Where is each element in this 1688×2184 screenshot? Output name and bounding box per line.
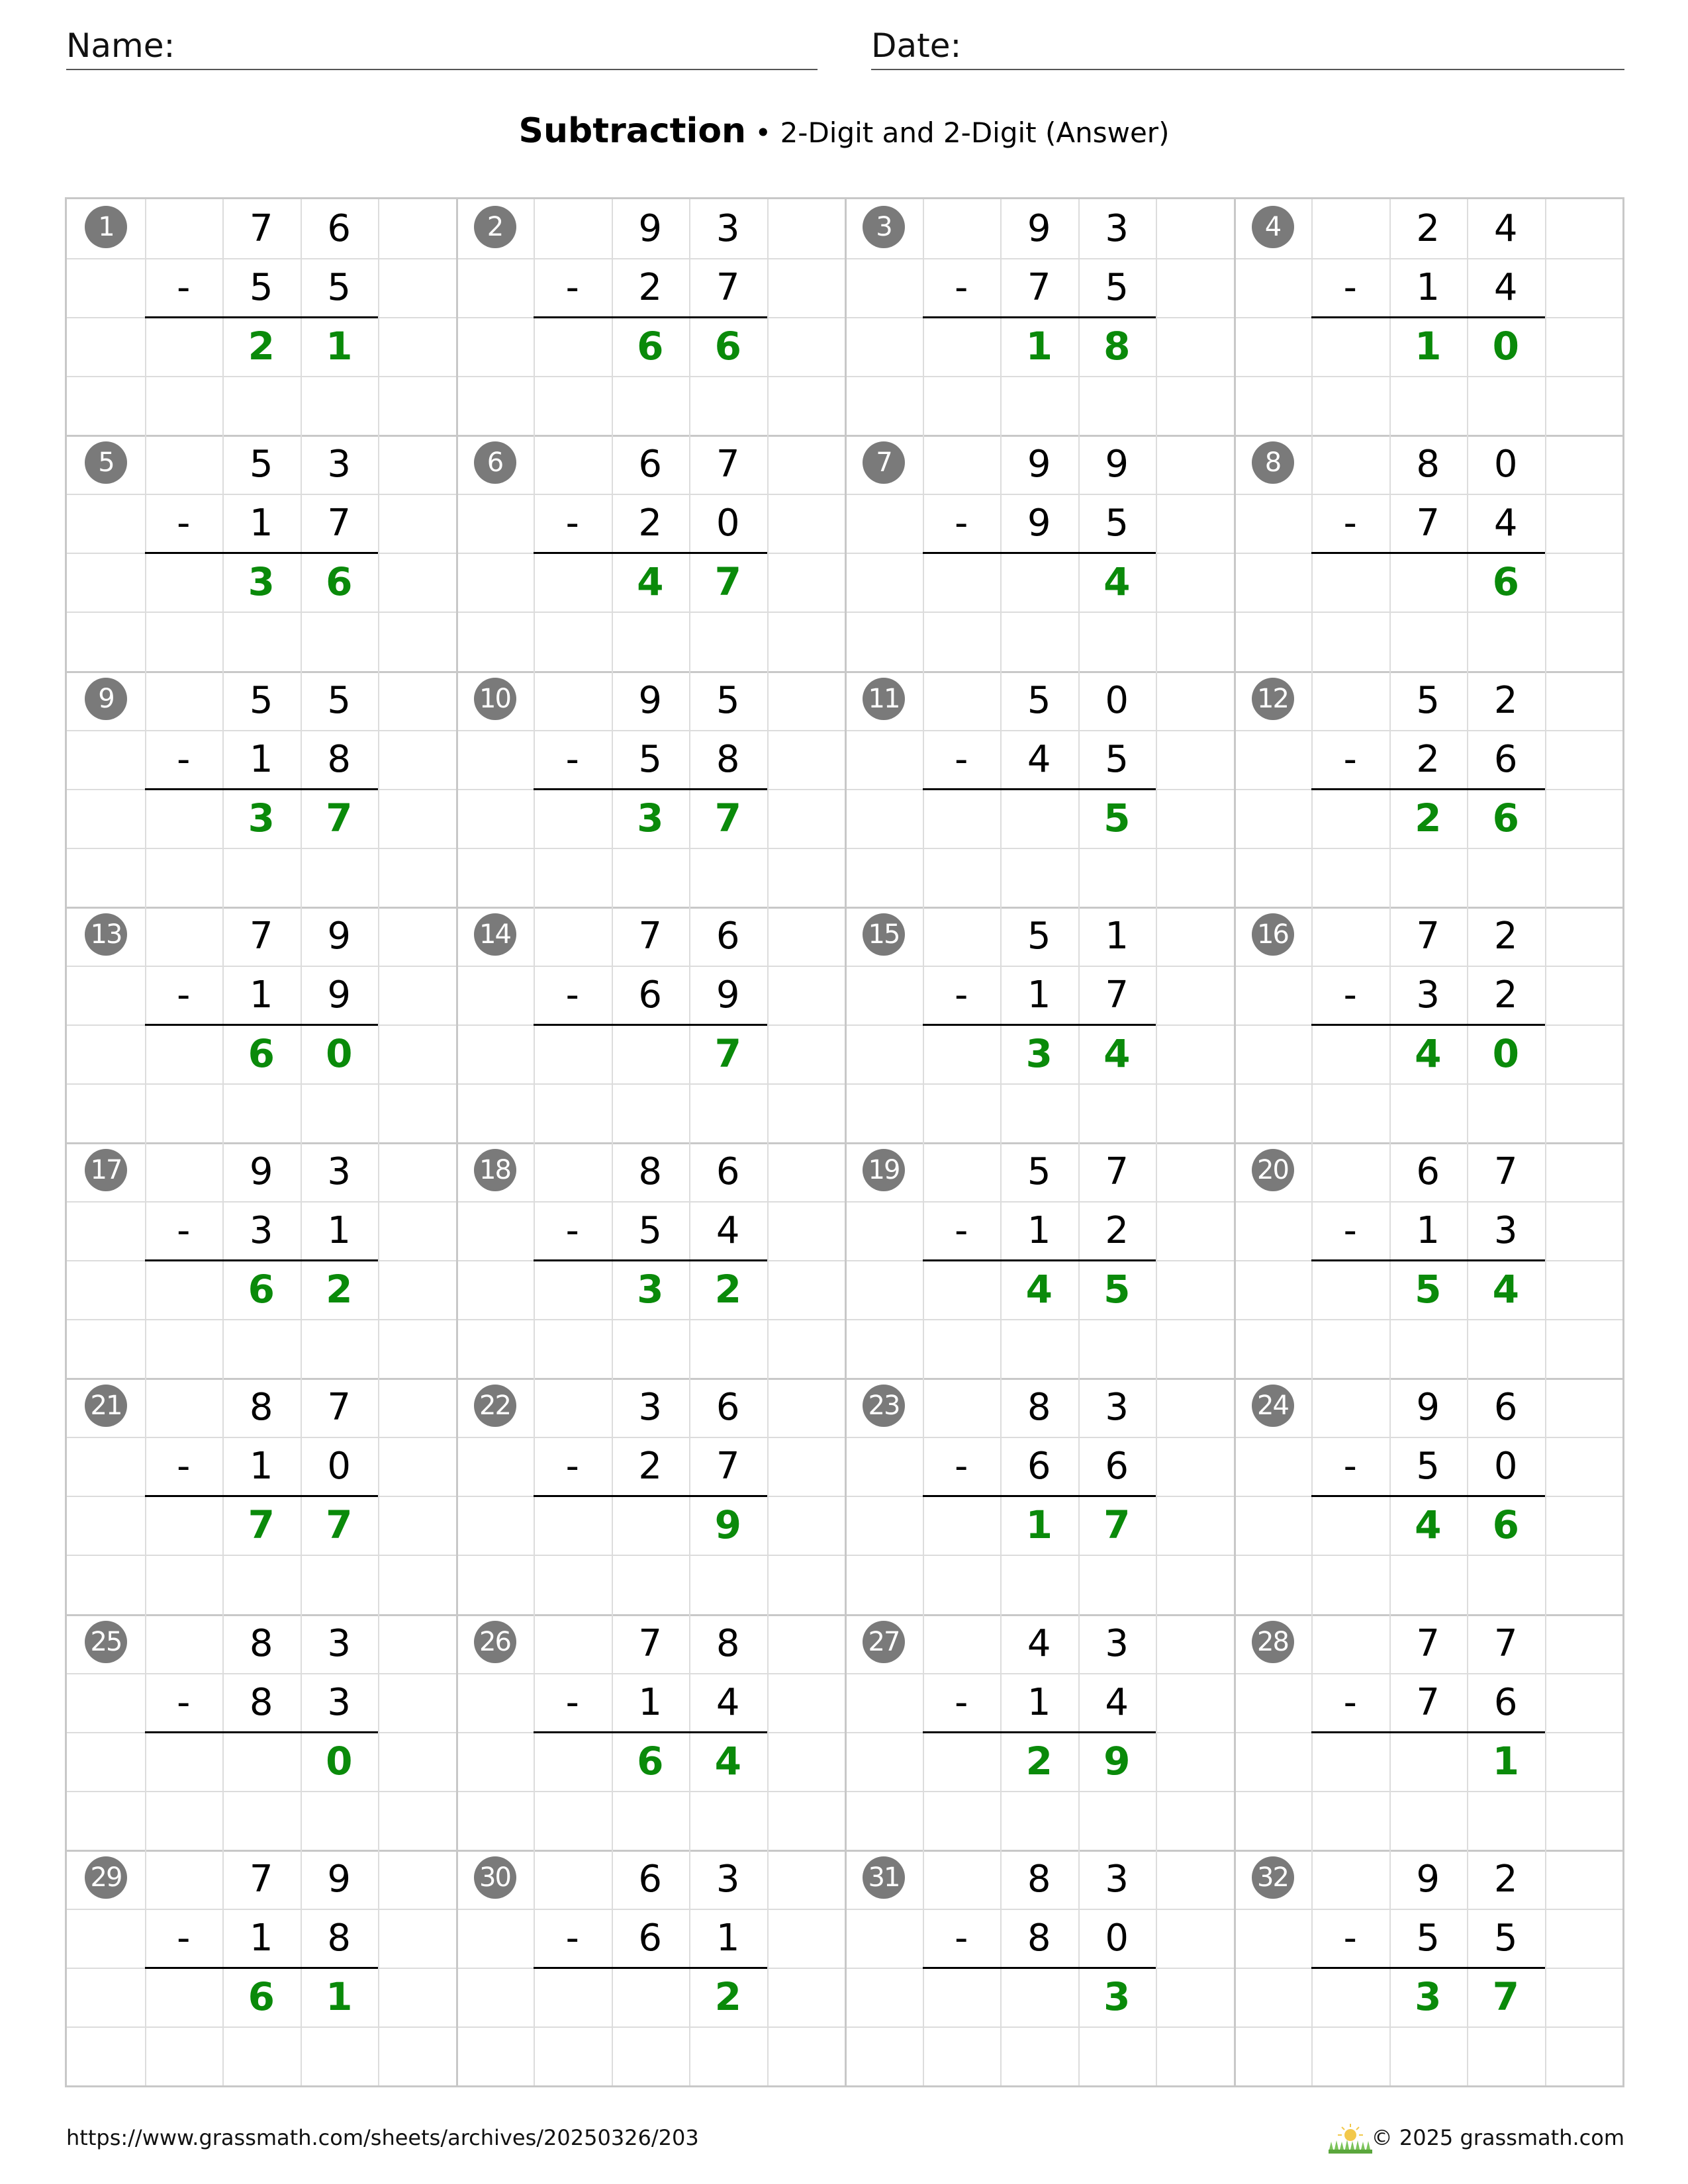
minuend-tens-digit: 8	[1416, 443, 1440, 486]
subtrahend-tens-digit: 6	[638, 973, 663, 1017]
answer-ones-digit: 7	[714, 1030, 741, 1076]
problem-32	[1234, 1850, 1623, 2085]
minus-sign: -	[177, 1916, 191, 1960]
answer-ones-digit: 7	[714, 559, 741, 605]
minuend-tens-digit: 8	[1027, 1857, 1051, 1901]
title-subtitle: 2-Digit and 2-Digit (Answer)	[780, 116, 1170, 149]
subtrahend-ones-digit: 2	[1105, 1209, 1129, 1253]
minuend-ones-digit: 2	[1493, 914, 1518, 958]
minuend-tens-digit: 7	[249, 207, 273, 250]
problem-9	[67, 671, 456, 907]
answer-tens-digit: 6	[248, 1267, 275, 1312]
answer-ones-digit: 2	[326, 1267, 353, 1312]
subtrahend-ones-digit: 3	[1493, 1209, 1518, 1253]
answer-ones-digit: 2	[714, 1267, 741, 1312]
minuend-tens-digit: 3	[638, 1386, 663, 1430]
answer-ones-digit: 0	[1492, 324, 1519, 369]
subtrahend-tens-digit: 4	[1027, 737, 1051, 781]
problem-number-badge: 13	[85, 913, 127, 956]
answer-ones-digit: 1	[1492, 1738, 1519, 1784]
minus-sign: -	[955, 502, 968, 545]
answer-tens-digit: 1	[1025, 1502, 1053, 1548]
minuend-ones-digit: 7	[716, 443, 740, 486]
minus-sign: -	[1343, 502, 1357, 545]
footer-copyright: © 2025 grassmath.com	[1371, 2125, 1624, 2150]
subtrahend-ones-digit: 6	[1493, 737, 1518, 781]
minuend-tens-digit: 9	[638, 207, 663, 250]
problem-number-badge: 12	[1252, 678, 1294, 720]
problem-16	[1234, 907, 1623, 1142]
problem-number-badge: 1	[85, 206, 127, 248]
subtrahend-ones-digit: 7	[716, 1445, 740, 1488]
answer-tens-digit: 2	[248, 324, 275, 369]
answer-tens-digit: 3	[1415, 1974, 1442, 2019]
minuend-ones-digit: 9	[1105, 443, 1129, 486]
problem-number-badge: 27	[863, 1621, 905, 1663]
minus-sign: -	[177, 973, 191, 1017]
answer-ones-digit: 6	[326, 559, 353, 605]
minuend-ones-digit: 3	[327, 1150, 352, 1193]
answer-tens-digit: 2	[1415, 795, 1442, 841]
answer-ones-digit: 6	[1492, 1502, 1519, 1548]
answer-tens-digit: 2	[1025, 1738, 1053, 1784]
problem-18	[456, 1142, 845, 1378]
problem-5	[67, 435, 456, 670]
subtrahend-ones-digit: 0	[1105, 1916, 1129, 1960]
problem-number-badge: 4	[1252, 206, 1294, 248]
grass-sun-logo-icon	[1327, 2122, 1374, 2154]
minuend-tens-digit: 2	[1416, 207, 1440, 250]
subtrahend-tens-digit: 1	[249, 737, 273, 781]
subtrahend-tens-digit: 9	[1027, 502, 1051, 545]
subtrahend-ones-digit: 0	[1493, 1445, 1518, 1488]
subtrahend-tens-digit: 2	[638, 1445, 663, 1488]
problem-25	[67, 1614, 456, 1850]
subtrahend-tens-digit: 5	[1416, 1916, 1440, 1960]
answer-tens-digit: 6	[637, 1738, 664, 1784]
answer-tens-digit: 4	[1025, 1267, 1053, 1312]
minus-sign: -	[565, 266, 579, 310]
minus-sign: -	[1343, 266, 1357, 310]
problem-29	[67, 1850, 456, 2085]
subtrahend-tens-digit: 1	[1027, 1680, 1051, 1724]
minuend-tens-digit: 9	[1027, 443, 1051, 486]
subtrahend-ones-digit: 4	[716, 1680, 740, 1724]
problem-1	[67, 199, 456, 435]
subtrahend-tens-digit: 5	[1416, 1445, 1440, 1488]
problem-22	[456, 1378, 845, 1614]
minuend-ones-digit: 3	[716, 1857, 740, 1901]
answer-tens-digit: 4	[1415, 1030, 1442, 1076]
minus-sign: -	[1343, 1916, 1357, 1960]
answer-ones-digit: 0	[326, 1738, 353, 1784]
problem-number-badge: 16	[1252, 913, 1294, 956]
minus-sign: -	[177, 1445, 191, 1488]
title-separator: •	[746, 116, 780, 149]
minus-sign: -	[177, 1209, 191, 1253]
subtrahend-tens-digit: 2	[638, 502, 663, 545]
subtrahend-tens-digit: 6	[1027, 1445, 1051, 1488]
subtrahend-tens-digit: 1	[249, 1445, 273, 1488]
subtrahend-ones-digit: 1	[716, 1916, 740, 1960]
subtrahend-ones-digit: 3	[327, 1680, 352, 1724]
minuend-tens-digit: 8	[249, 1621, 273, 1665]
subtrahend-ones-digit: 1	[327, 1209, 352, 1253]
minuend-ones-digit: 6	[716, 1386, 740, 1430]
minuend-tens-digit: 8	[249, 1386, 273, 1430]
subtrahend-ones-digit: 7	[327, 502, 352, 545]
subtrahend-ones-digit: 6	[1105, 1445, 1129, 1488]
minus-sign: -	[565, 973, 579, 1017]
problem-number-badge: 3	[863, 206, 905, 248]
subtrahend-tens-digit: 3	[1416, 973, 1440, 1017]
subtrahend-ones-digit: 9	[716, 973, 740, 1017]
problem-number-badge: 8	[1252, 441, 1294, 484]
problem-number-badge: 14	[474, 913, 516, 956]
answer-ones-digit: 7	[714, 795, 741, 841]
answer-tens-digit: 7	[248, 1502, 275, 1548]
minuend-ones-digit: 2	[1493, 678, 1518, 722]
name-label: Name:	[66, 26, 175, 65]
minus-sign: -	[177, 1680, 191, 1724]
problem-number-badge: 5	[85, 441, 127, 484]
minuend-ones-digit: 9	[327, 914, 352, 958]
minus-sign: -	[955, 1680, 968, 1724]
minus-sign: -	[177, 737, 191, 781]
minuend-tens-digit: 6	[1416, 1150, 1440, 1193]
worksheet-grid	[65, 197, 1624, 2087]
problem-8	[1234, 435, 1623, 670]
subtrahend-ones-digit: 8	[327, 1916, 352, 1960]
problem-27	[845, 1614, 1234, 1850]
minuend-ones-digit: 9	[327, 1857, 352, 1901]
answer-tens-digit: 1	[1025, 324, 1053, 369]
answer-tens-digit: 3	[637, 795, 664, 841]
problem-number-badge: 24	[1252, 1385, 1294, 1427]
minuend-ones-digit: 3	[1105, 1621, 1129, 1665]
problem-number-badge: 28	[1252, 1621, 1294, 1663]
answer-ones-digit: 5	[1103, 795, 1131, 841]
subtrahend-ones-digit: 0	[716, 502, 740, 545]
answer-ones-digit: 4	[1492, 1267, 1519, 1312]
problem-number-badge: 10	[474, 678, 516, 720]
footer-url[interactable]: https://www.grassmath.com/sheets/archives/20250326/203	[66, 2125, 699, 2150]
minus-sign: -	[1343, 1445, 1357, 1488]
subtrahend-tens-digit: 1	[638, 1680, 663, 1724]
subtrahend-tens-digit: 6	[638, 1916, 663, 1960]
minuend-ones-digit: 3	[1105, 1857, 1129, 1901]
minuend-ones-digit: 2	[1493, 1857, 1518, 1901]
minuend-ones-digit: 7	[327, 1386, 352, 1430]
problem-31	[845, 1850, 1234, 2085]
problem-15	[845, 907, 1234, 1142]
answer-ones-digit: 4	[1103, 1030, 1131, 1076]
minus-sign: -	[1343, 737, 1357, 781]
minuend-ones-digit: 6	[716, 914, 740, 958]
answer-tens-digit: 6	[248, 1030, 275, 1076]
subtrahend-ones-digit: 4	[1493, 266, 1518, 310]
subtrahend-ones-digit: 7	[1105, 973, 1129, 1017]
minuend-ones-digit: 6	[1493, 1386, 1518, 1430]
minuend-tens-digit: 8	[638, 1150, 663, 1193]
answer-ones-digit: 6	[1492, 559, 1519, 605]
answer-ones-digit: 2	[714, 1974, 741, 2019]
problem-13	[67, 907, 456, 1142]
answer-ones-digit: 4	[714, 1738, 741, 1784]
minuend-ones-digit: 4	[1493, 207, 1518, 250]
answer-tens-digit: 5	[1415, 1267, 1442, 1312]
minus-sign: -	[955, 737, 968, 781]
minuend-tens-digit: 5	[1027, 914, 1051, 958]
problem-28	[1234, 1614, 1623, 1850]
answer-tens-digit: 6	[248, 1974, 275, 2019]
minuend-tens-digit: 7	[638, 1621, 663, 1665]
subtrahend-tens-digit: 7	[1416, 1680, 1440, 1724]
answer-ones-digit: 7	[1103, 1502, 1131, 1548]
problem-number-badge: 21	[85, 1385, 127, 1427]
minus-sign: -	[565, 1680, 579, 1724]
answer-tens-digit: 3	[248, 559, 275, 605]
subtrahend-ones-digit: 4	[716, 1209, 740, 1253]
answer-ones-digit: 1	[326, 324, 353, 369]
minuend-tens-digit: 9	[1027, 207, 1051, 250]
answer-ones-digit: 1	[326, 1974, 353, 2019]
subtrahend-tens-digit: 5	[638, 1209, 663, 1253]
problem-23	[845, 1378, 1234, 1614]
problem-number-badge: 15	[863, 913, 905, 956]
subtrahend-tens-digit: 8	[1027, 1916, 1051, 1960]
minuend-tens-digit: 5	[249, 443, 273, 486]
answer-ones-digit: 7	[326, 1502, 353, 1548]
problem-10	[456, 671, 845, 907]
subtrahend-tens-digit: 1	[249, 973, 273, 1017]
answer-tens-digit: 1	[1415, 324, 1442, 369]
minuend-ones-digit: 7	[1493, 1621, 1518, 1665]
subtrahend-tens-digit: 2	[638, 266, 663, 310]
answer-ones-digit: 3	[1103, 1974, 1131, 2019]
minus-sign: -	[565, 737, 579, 781]
minus-sign: -	[955, 266, 968, 310]
minus-sign: -	[177, 502, 191, 545]
minuend-ones-digit: 6	[327, 207, 352, 250]
answer-tens-digit: 6	[637, 324, 664, 369]
minuend-ones-digit: 0	[1105, 678, 1129, 722]
subtrahend-ones-digit: 8	[327, 737, 352, 781]
subtrahend-ones-digit: 8	[716, 737, 740, 781]
subtrahend-tens-digit: 1	[249, 502, 273, 545]
minuend-tens-digit: 9	[638, 678, 663, 722]
problem-14	[456, 907, 845, 1142]
minuend-tens-digit: 6	[638, 1857, 663, 1901]
minuend-ones-digit: 0	[1493, 443, 1518, 486]
subtrahend-tens-digit: 8	[249, 1680, 273, 1724]
minuend-ones-digit: 7	[1493, 1150, 1518, 1193]
subtrahend-ones-digit: 6	[1493, 1680, 1518, 1724]
problem-number-badge: 2	[474, 206, 516, 248]
subtrahend-ones-digit: 4	[1493, 502, 1518, 545]
subtrahend-tens-digit: 1	[1027, 1209, 1051, 1253]
subtrahend-ones-digit: 5	[1105, 502, 1129, 545]
minuend-ones-digit: 1	[1105, 914, 1129, 958]
date-label: Date:	[871, 26, 962, 65]
subtrahend-tens-digit: 2	[1416, 737, 1440, 781]
answer-ones-digit: 9	[1103, 1738, 1131, 1784]
problem-number-badge: 29	[85, 1856, 127, 1899]
worksheet-title	[0, 105, 1688, 159]
minuend-tens-digit: 9	[1416, 1386, 1440, 1430]
subtrahend-ones-digit: 7	[716, 266, 740, 310]
subtrahend-tens-digit: 5	[249, 266, 273, 310]
subtrahend-ones-digit: 5	[1105, 737, 1129, 781]
minus-sign: -	[1343, 1680, 1357, 1724]
problem-number-badge: 11	[863, 678, 905, 720]
problem-26	[456, 1614, 845, 1850]
minuend-tens-digit: 9	[1416, 1857, 1440, 1901]
problem-11	[845, 671, 1234, 907]
problem-2	[456, 199, 845, 435]
minuend-tens-digit: 8	[1027, 1386, 1051, 1430]
title-main: Subtraction	[518, 111, 747, 151]
problem-30	[456, 1850, 845, 2085]
subtrahend-ones-digit: 2	[1493, 973, 1518, 1017]
name-field[interactable]	[66, 23, 818, 70]
minus-sign: -	[1343, 973, 1357, 1017]
minuend-tens-digit: 5	[249, 678, 273, 722]
minus-sign: -	[955, 973, 968, 1017]
problem-number-badge: 32	[1252, 1856, 1294, 1899]
problem-20	[1234, 1142, 1623, 1378]
answer-ones-digit: 6	[714, 324, 741, 369]
problem-number-badge: 6	[474, 441, 516, 484]
subtrahend-ones-digit: 5	[1493, 1916, 1518, 1960]
minuend-ones-digit: 3	[327, 1621, 352, 1665]
minuend-tens-digit: 7	[638, 914, 663, 958]
minuend-ones-digit: 7	[1105, 1150, 1129, 1193]
problem-number-badge: 17	[85, 1149, 127, 1191]
minuend-ones-digit: 3	[716, 207, 740, 250]
problem-number-badge: 20	[1252, 1149, 1294, 1191]
answer-tens-digit: 3	[248, 795, 275, 841]
problem-number-badge: 23	[863, 1385, 905, 1427]
problem-7	[845, 435, 1234, 670]
answer-ones-digit: 0	[326, 1030, 353, 1076]
subtrahend-tens-digit: 1	[249, 1916, 273, 1960]
minuend-ones-digit: 5	[327, 678, 352, 722]
subtrahend-ones-digit: 5	[327, 266, 352, 310]
problem-number-badge: 30	[474, 1856, 516, 1899]
problem-number-badge: 9	[85, 678, 127, 720]
minuend-tens-digit: 7	[249, 914, 273, 958]
answer-ones-digit: 9	[714, 1502, 741, 1548]
minus-sign: -	[1343, 1209, 1357, 1253]
answer-ones-digit: 5	[1103, 1267, 1131, 1312]
problem-number-badge: 7	[863, 441, 905, 484]
answer-ones-digit: 8	[1103, 324, 1131, 369]
subtrahend-tens-digit: 5	[638, 737, 663, 781]
problem-12	[1234, 671, 1623, 907]
date-field[interactable]	[871, 23, 1624, 70]
problem-4	[1234, 199, 1623, 435]
subtrahend-ones-digit: 0	[327, 1445, 352, 1488]
answer-ones-digit: 0	[1492, 1030, 1519, 1076]
minus-sign: -	[565, 502, 579, 545]
answer-ones-digit: 4	[1103, 559, 1131, 605]
minuend-tens-digit: 5	[1027, 678, 1051, 722]
minuend-tens-digit: 7	[1416, 1621, 1440, 1665]
answer-tens-digit: 4	[1415, 1502, 1442, 1548]
answer-tens-digit: 3	[1025, 1030, 1053, 1076]
subtrahend-tens-digit: 7	[1027, 266, 1051, 310]
problem-number-badge: 19	[863, 1149, 905, 1191]
minus-sign: -	[955, 1916, 968, 1960]
problem-number-badge: 31	[863, 1856, 905, 1899]
problem-19	[845, 1142, 1234, 1378]
minuend-tens-digit: 4	[1027, 1621, 1051, 1665]
minuend-tens-digit: 5	[1027, 1150, 1051, 1193]
minus-sign: -	[565, 1445, 579, 1488]
minuend-tens-digit: 7	[1416, 914, 1440, 958]
minus-sign: -	[955, 1445, 968, 1488]
problem-21	[67, 1378, 456, 1614]
minuend-tens-digit: 9	[249, 1150, 273, 1193]
minuend-ones-digit: 8	[716, 1621, 740, 1665]
problem-number-badge: 18	[474, 1149, 516, 1191]
problem-3	[845, 199, 1234, 435]
subtrahend-tens-digit: 3	[249, 1209, 273, 1253]
problem-number-badge: 26	[474, 1621, 516, 1663]
minus-sign: -	[955, 1209, 968, 1253]
minuend-ones-digit: 5	[716, 678, 740, 722]
answer-tens-digit: 3	[637, 1267, 664, 1312]
subtrahend-ones-digit: 4	[1105, 1680, 1129, 1724]
subtrahend-tens-digit: 1	[1416, 1209, 1440, 1253]
problem-17	[67, 1142, 456, 1378]
minus-sign: -	[565, 1916, 579, 1960]
problem-6	[456, 435, 845, 670]
minuend-tens-digit: 7	[249, 1857, 273, 1901]
answer-ones-digit: 7	[326, 795, 353, 841]
subtrahend-tens-digit: 7	[1416, 502, 1440, 545]
answer-tens-digit: 4	[637, 559, 664, 605]
minuend-ones-digit: 3	[327, 443, 352, 486]
minuend-ones-digit: 3	[1105, 1386, 1129, 1430]
minuend-ones-digit: 3	[1105, 207, 1129, 250]
minuend-tens-digit: 5	[1416, 678, 1440, 722]
problem-number-badge: 25	[85, 1621, 127, 1663]
subtrahend-tens-digit: 1	[1416, 266, 1440, 310]
minus-sign: -	[177, 266, 191, 310]
answer-ones-digit: 7	[1492, 1974, 1519, 2019]
problem-24	[1234, 1378, 1623, 1614]
problem-number-badge: 22	[474, 1385, 516, 1427]
subtrahend-tens-digit: 1	[1027, 973, 1051, 1017]
subtrahend-ones-digit: 5	[1105, 266, 1129, 310]
minus-sign: -	[565, 1209, 579, 1253]
minuend-tens-digit: 6	[638, 443, 663, 486]
minuend-ones-digit: 6	[716, 1150, 740, 1193]
answer-ones-digit: 6	[1492, 795, 1519, 841]
subtrahend-ones-digit: 9	[327, 973, 352, 1017]
